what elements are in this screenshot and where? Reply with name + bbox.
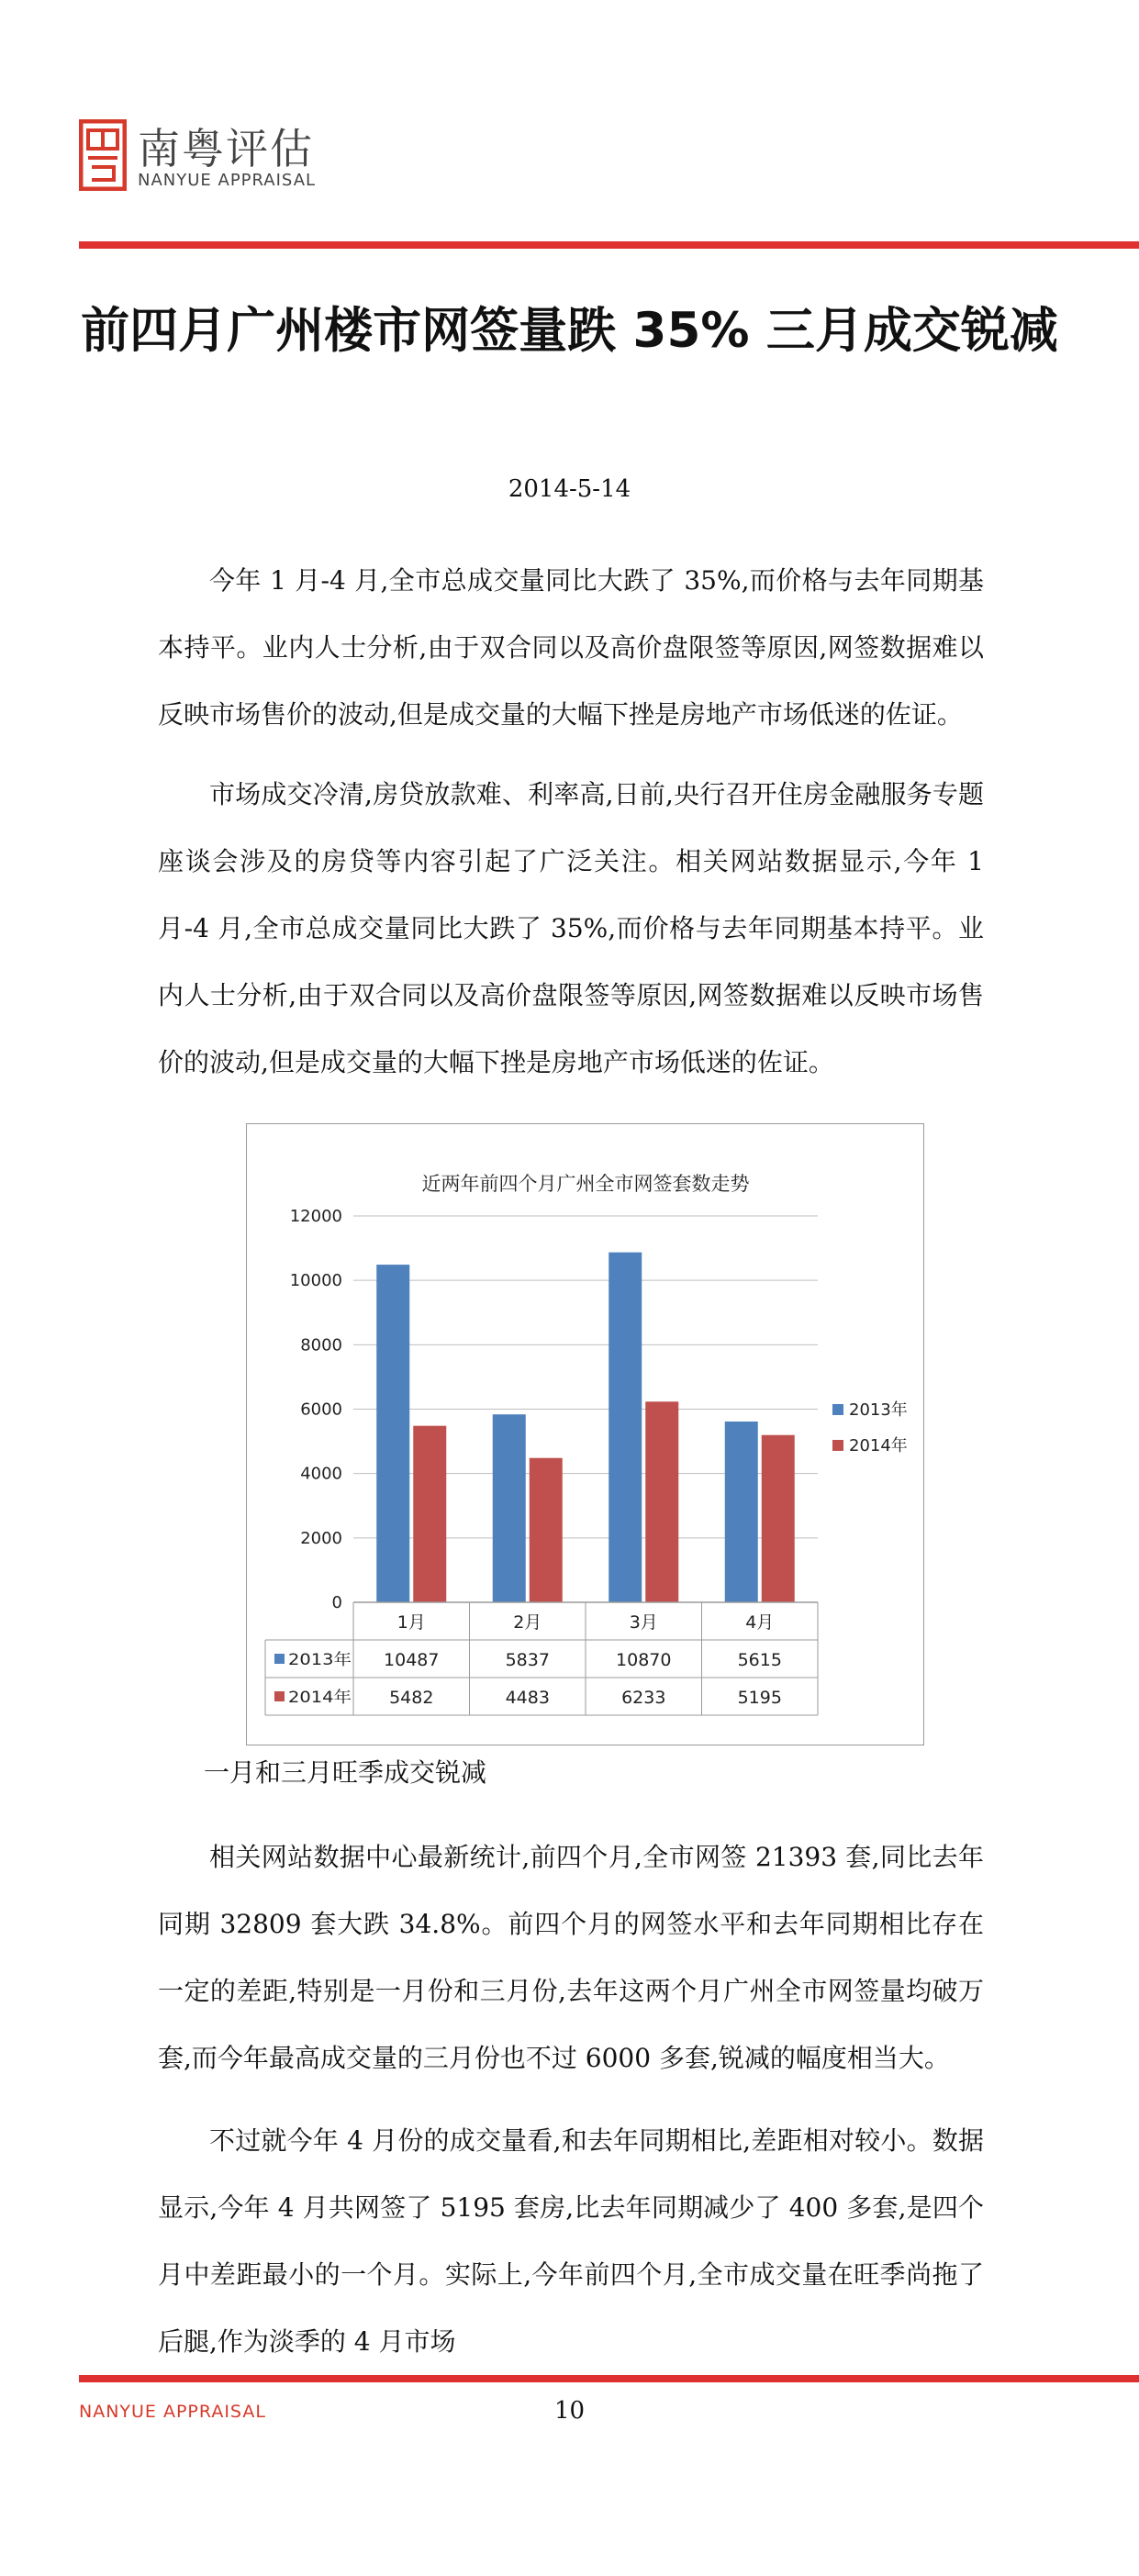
bar-2013年-3月 — [609, 1253, 642, 1602]
chart-svg — [247, 1124, 923, 1745]
bar-2014年-4月 — [762, 1435, 795, 1602]
bar-2013年-4月 — [725, 1422, 758, 1602]
bar-2013年-2月 — [493, 1414, 526, 1602]
footer-brand: NANYUE APPRAISAL — [79, 2402, 266, 2422]
table-value: 5195 — [737, 1688, 782, 1708]
y-tick-label: 10000 — [289, 1271, 342, 1291]
bar-2014年-1月 — [413, 1426, 446, 1602]
bar-2013年-1月 — [376, 1265, 409, 1602]
logo-chinese-name: 南粤评估 — [138, 124, 314, 173]
chart-title: 近两年前四个月广州全市网签套数走势 — [421, 1173, 750, 1195]
table-legend-key — [274, 1691, 285, 1701]
table-legend-key — [274, 1654, 285, 1664]
table-value: 6233 — [621, 1688, 666, 1708]
x-tick-label: 3月 — [629, 1612, 658, 1633]
legend-key — [832, 1404, 843, 1415]
table-value: 5615 — [737, 1650, 782, 1670]
bar-2014年-3月 — [645, 1401, 678, 1602]
paragraph-1: 今年 1 月-4 月,全市总成交量同比大跌了 35%,而价格与去年同期基本持平。业内人士分析,由于双合同以及高价盘限签等原因,网签数据难以反映市场售价的波动,但是成交量的大幅下挫是房地产市场低迷的佐证。 — [158, 565, 984, 730]
table-value: 5482 — [389, 1688, 434, 1708]
y-tick-label: 2000 — [300, 1528, 342, 1548]
bar-chart — [246, 1123, 924, 1745]
paragraph-4: 不过就今年 4 月份的成交量看,和去年同期相比,差距相对较小。数据显示,今年 4 月共网签了 5195 套房,比去年同期减少了 400 多套,是四个月中差距最小的一个月。实际上,今年前四个月,全市成交量在旺季尚拖了后腿,作为淡季的 4 月市场 — [158, 2125, 984, 2357]
y-tick-label: 12000 — [289, 1207, 342, 1226]
y-tick-label: 8000 — [300, 1335, 342, 1355]
x-tick-label: 1月 — [396, 1612, 426, 1633]
table-value: 10870 — [616, 1650, 672, 1670]
page-number: 10 — [553, 2397, 586, 2425]
table-value: 10487 — [384, 1650, 440, 1670]
x-tick-label: 4月 — [745, 1612, 775, 1633]
y-tick-label: 0 — [331, 1593, 342, 1612]
table-series-label: 2014年 — [288, 1689, 344, 1707]
paragraph-3: 相关网站数据中心最新统计,前四个月,全市网签 21393 套,同比去年同期 32809 套大跌 34.8%。前四个月的网签水平和去年同期相比存在一定的差距,特别是一月份和三月份,去年这两个月广州全市网签量均破万套,而今年最高成交量的三月份也不过 6000 多套,锐减的幅度相当大。 — [158, 1842, 984, 2073]
y-tick-label: 4000 — [300, 1464, 342, 1484]
footer-divider — [79, 2375, 1139, 2382]
legend-label: 2013年 — [849, 1400, 908, 1420]
bar-2014年-2月 — [530, 1458, 563, 1602]
article-title: 前四月广州楼市网签量跌 35% 三月成交锐减 — [81, 303, 1058, 359]
nanyue-seal-icon — [79, 119, 127, 191]
logo-english-name: NANYUE APPRAISAL — [138, 171, 317, 190]
header-divider — [79, 241, 1139, 249]
company-logo — [79, 116, 336, 198]
paragraph-2: 市场成交冷清,房贷放款难、利率高,日前,央行召开住房金融服务专题座谈会涉及的房贷等内容引起了广泛关注。相关网站数据显示,今年 1 月-4 月,全市总成交量同比大跌了 35%,而价格与去年同期基本持平。业内人士分析,由于双合同以及高价盘限签等原因,网签数据难以反映市场售价的波动,但是成交量的大幅下挫是房地产市场低迷的佐证。 — [158, 779, 984, 1077]
table-value: 4483 — [505, 1688, 550, 1708]
y-tick-label: 6000 — [300, 1400, 342, 1420]
x-tick-label: 2月 — [513, 1612, 542, 1633]
table-series-label: 2013年 — [288, 1651, 344, 1669]
legend-label: 2014年 — [849, 1436, 908, 1455]
legend-key — [832, 1440, 843, 1451]
section-subheading: 一月和三月旺季成交锐减 — [204, 1757, 487, 1788]
table-value: 5837 — [505, 1650, 550, 1670]
article-date: 2014-5-14 — [508, 475, 631, 503]
